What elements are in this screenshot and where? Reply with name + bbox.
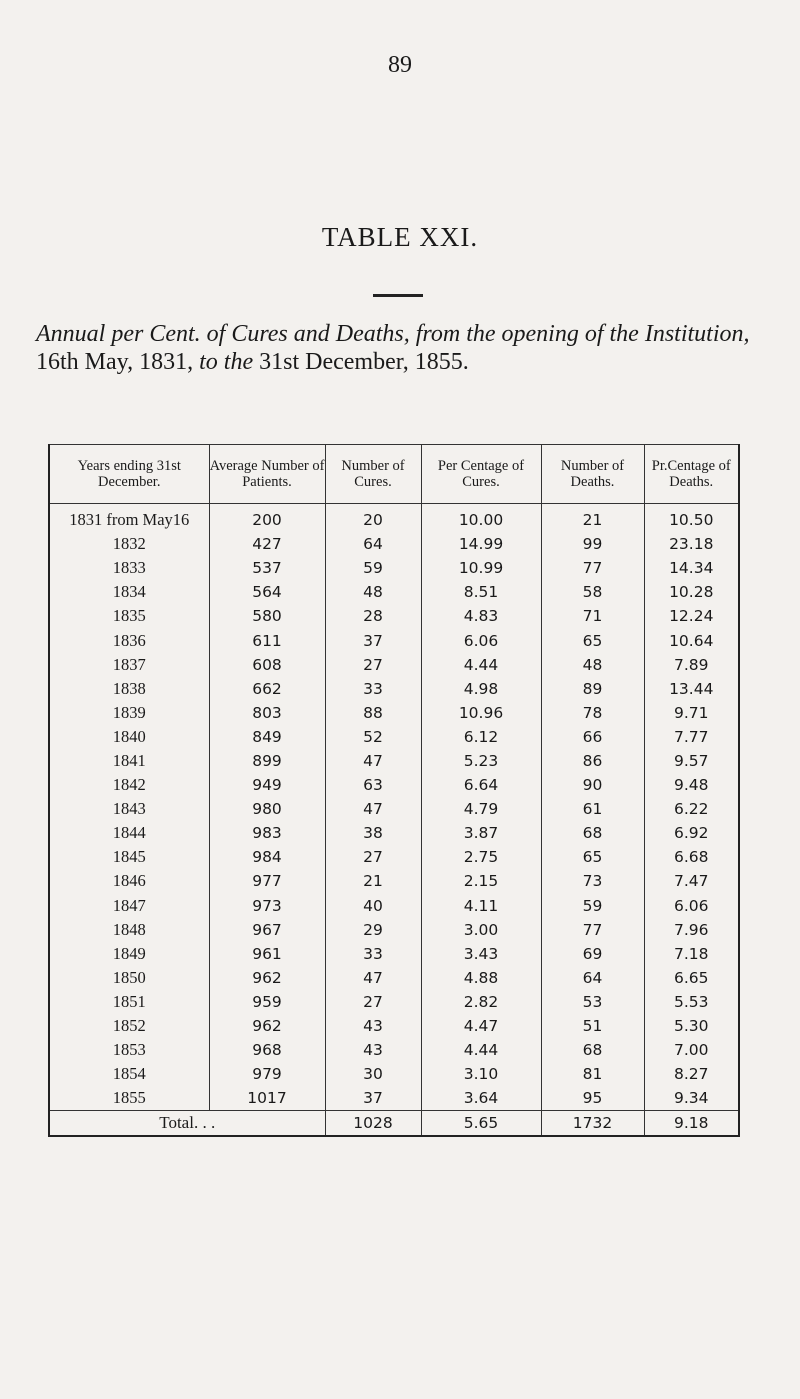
cures-cell: 30 <box>325 1062 421 1086</box>
deaths-cell: 53 <box>541 990 644 1014</box>
deaths-cell: 81 <box>541 1062 644 1086</box>
cures-percent-cell: 3.43 <box>421 942 541 966</box>
table-row <box>49 580 739 604</box>
year-cell: 1845 <box>49 845 209 869</box>
deaths-percent-cell: 5.30 <box>644 1014 739 1038</box>
year-cell: 1836 <box>49 628 209 652</box>
deaths-cell: 71 <box>541 604 644 628</box>
patients-cell: 580 <box>209 604 325 628</box>
deaths-percent-cell: 7.18 <box>644 942 739 966</box>
deaths-percent-cell: 6.68 <box>644 845 739 869</box>
patients-cell: 967 <box>209 918 325 942</box>
cures-percent-cell: 3.00 <box>421 918 541 942</box>
deaths-cell: 58 <box>541 580 644 604</box>
header-average-patients: Average Number of Patients. <box>209 445 325 504</box>
deaths-cell: 21 <box>541 504 644 533</box>
year-cell: 1837 <box>49 653 209 677</box>
cures-cell: 59 <box>325 556 421 580</box>
cures-percent-cell: 4.98 <box>421 677 541 701</box>
table-row <box>49 556 739 580</box>
table-row <box>49 532 739 556</box>
cures-cell: 29 <box>325 918 421 942</box>
cures-cell: 28 <box>325 604 421 628</box>
deaths-percent-cell: 9.71 <box>644 701 739 725</box>
patients-cell: 1017 <box>209 1086 325 1111</box>
caption-part2: to the <box>193 349 260 375</box>
deaths-cell: 73 <box>541 869 644 893</box>
cures-cell: 37 <box>325 1086 421 1111</box>
year-cell: 1833 <box>49 556 209 580</box>
cures-cell: 20 <box>325 504 421 533</box>
deaths-cell: 95 <box>541 1086 644 1111</box>
deaths-cell: 77 <box>541 918 644 942</box>
total-cures-percent: 5.65 <box>421 1111 541 1137</box>
table-row <box>49 677 739 701</box>
patients-cell: 962 <box>209 966 325 990</box>
cures-cell: 33 <box>325 677 421 701</box>
cures-percent-cell: 6.06 <box>421 628 541 652</box>
deaths-cell: 78 <box>541 701 644 725</box>
cures-cell: 27 <box>325 845 421 869</box>
table-row <box>49 821 739 845</box>
deaths-percent-cell: 9.34 <box>644 1086 739 1111</box>
cures-percent-cell: 4.44 <box>421 653 541 677</box>
header-number-deaths: Number of Deaths. <box>541 445 644 504</box>
cures-cell: 21 <box>325 869 421 893</box>
year-cell: 1844 <box>49 821 209 845</box>
cures-percent-cell: 2.82 <box>421 990 541 1014</box>
patients-cell: 200 <box>209 504 325 533</box>
total-label: Total. . . <box>49 1111 325 1137</box>
table-row <box>49 604 739 628</box>
year-cell: 1842 <box>49 773 209 797</box>
patients-cell: 662 <box>209 677 325 701</box>
patients-cell: 849 <box>209 725 325 749</box>
year-cell: 1831 from May16 <box>49 504 209 533</box>
header-percent-deaths: Pr.Centage of Deaths. <box>644 445 739 504</box>
caption-part1: Annual per Cent. of Cures and Deaths, from the opening of the Institution, <box>36 321 750 347</box>
patients-cell: 427 <box>209 532 325 556</box>
deaths-percent-cell: 10.64 <box>644 628 739 652</box>
patients-cell: 961 <box>209 942 325 966</box>
deaths-percent-cell: 12.24 <box>644 604 739 628</box>
deaths-percent-cell: 7.00 <box>644 1038 739 1062</box>
cures-cell: 47 <box>325 749 421 773</box>
table-caption <box>36 320 766 376</box>
patients-cell: 959 <box>209 990 325 1014</box>
patients-cell: 564 <box>209 580 325 604</box>
patients-cell: 949 <box>209 773 325 797</box>
year-cell: 1851 <box>49 990 209 1014</box>
table-row <box>49 990 739 1014</box>
patients-cell: 537 <box>209 556 325 580</box>
deaths-percent-cell: 5.53 <box>644 990 739 1014</box>
year-cell: 1838 <box>49 677 209 701</box>
year-cell: 1850 <box>49 966 209 990</box>
patients-cell: 962 <box>209 1014 325 1038</box>
year-cell: 1852 <box>49 1014 209 1038</box>
deaths-cell: 90 <box>541 773 644 797</box>
year-cell: 1835 <box>49 604 209 628</box>
header-number-cures: Number of Cures. <box>325 445 421 504</box>
deaths-percent-cell: 6.65 <box>644 966 739 990</box>
patients-cell: 608 <box>209 653 325 677</box>
table-row <box>49 1038 739 1062</box>
deaths-cell: 66 <box>541 725 644 749</box>
cures-percent-cell: 4.83 <box>421 604 541 628</box>
cures-percent-cell: 4.79 <box>421 797 541 821</box>
total-cures: 1028 <box>325 1111 421 1137</box>
patients-cell: 611 <box>209 628 325 652</box>
deaths-cell: 77 <box>541 556 644 580</box>
deaths-cell: 59 <box>541 894 644 918</box>
cures-cell: 40 <box>325 894 421 918</box>
caption-date1: 16th May, 1831, <box>36 349 194 375</box>
deaths-percent-cell: 13.44 <box>644 677 739 701</box>
year-cell: 1849 <box>49 942 209 966</box>
table-row <box>49 845 739 869</box>
year-cell: 1840 <box>49 725 209 749</box>
cures-percent-cell: 10.99 <box>421 556 541 580</box>
deaths-percent-cell: 10.50 <box>644 504 739 533</box>
deaths-percent-cell: 6.06 <box>644 894 739 918</box>
header-row <box>49 445 739 504</box>
deaths-percent-cell: 10.28 <box>644 580 739 604</box>
patients-cell: 980 <box>209 797 325 821</box>
deaths-cell: 48 <box>541 653 644 677</box>
year-cell: 1855 <box>49 1086 209 1111</box>
cures-cell: 38 <box>325 821 421 845</box>
deaths-percent-cell: 6.92 <box>644 821 739 845</box>
cures-percent-cell: 5.23 <box>421 749 541 773</box>
cures-percent-cell: 4.44 <box>421 1038 541 1062</box>
cures-percent-cell: 6.12 <box>421 725 541 749</box>
page-number: 89 <box>388 52 412 78</box>
year-cell: 1854 <box>49 1062 209 1086</box>
year-cell: 1848 <box>49 918 209 942</box>
cures-cell: 43 <box>325 1014 421 1038</box>
caption-date2: 31st December, 1855. <box>259 349 469 375</box>
table-row <box>49 894 739 918</box>
table-row <box>49 1086 739 1111</box>
patients-cell: 899 <box>209 749 325 773</box>
year-cell: 1832 <box>49 532 209 556</box>
patients-cell: 973 <box>209 894 325 918</box>
patients-cell: 803 <box>209 701 325 725</box>
cures-cell: 47 <box>325 966 421 990</box>
deaths-percent-cell: 9.48 <box>644 773 739 797</box>
patients-cell: 983 <box>209 821 325 845</box>
cures-percent-cell: 10.00 <box>421 504 541 533</box>
cures-percent-cell: 2.15 <box>421 869 541 893</box>
cures-percent-cell: 8.51 <box>421 580 541 604</box>
cures-cell: 37 <box>325 628 421 652</box>
deaths-cell: 69 <box>541 942 644 966</box>
table-row <box>49 942 739 966</box>
cures-cell: 27 <box>325 990 421 1014</box>
cures-percent-cell: 4.88 <box>421 966 541 990</box>
deaths-cell: 64 <box>541 966 644 990</box>
cures-percent-cell: 2.75 <box>421 845 541 869</box>
deaths-percent-cell: 23.18 <box>644 532 739 556</box>
table-row <box>49 966 739 990</box>
deaths-percent-cell: 8.27 <box>644 1062 739 1086</box>
deaths-percent-cell: 7.96 <box>644 918 739 942</box>
table-row <box>49 918 739 942</box>
year-cell: 1834 <box>49 580 209 604</box>
table-row <box>49 1062 739 1086</box>
deaths-cell: 99 <box>541 532 644 556</box>
year-cell: 1841 <box>49 749 209 773</box>
table-row <box>49 653 739 677</box>
cures-cell: 48 <box>325 580 421 604</box>
deaths-percent-cell: 7.77 <box>644 725 739 749</box>
deaths-percent-cell: 7.47 <box>644 869 739 893</box>
cures-percent-cell: 10.96 <box>421 701 541 725</box>
total-deaths: 1732 <box>541 1111 644 1137</box>
cures-cell: 64 <box>325 532 421 556</box>
cures-cell: 27 <box>325 653 421 677</box>
cures-percent-cell: 6.64 <box>421 773 541 797</box>
patients-cell: 984 <box>209 845 325 869</box>
deaths-cell: 65 <box>541 628 644 652</box>
year-cell: 1843 <box>49 797 209 821</box>
patients-cell: 979 <box>209 1062 325 1086</box>
cures-cell: 43 <box>325 1038 421 1062</box>
cures-percent-cell: 4.47 <box>421 1014 541 1038</box>
year-cell: 1847 <box>49 894 209 918</box>
patients-cell: 977 <box>209 869 325 893</box>
deaths-cell: 86 <box>541 749 644 773</box>
deaths-cell: 68 <box>541 821 644 845</box>
header-percent-cures: Per Centage of Cures. <box>421 445 541 504</box>
total-row <box>49 1111 739 1137</box>
table-row <box>49 701 739 725</box>
patients-cell: 968 <box>209 1038 325 1062</box>
table-row <box>49 869 739 893</box>
cures-cell: 63 <box>325 773 421 797</box>
cures-percent-cell: 3.87 <box>421 821 541 845</box>
table-row <box>49 1014 739 1038</box>
year-cell: 1853 <box>49 1038 209 1062</box>
table-title: TABLE XXI. <box>321 222 479 252</box>
deaths-percent-cell: 6.22 <box>644 797 739 821</box>
cures-percent-cell: 3.10 <box>421 1062 541 1086</box>
title-rule <box>373 294 423 297</box>
table-row <box>49 725 739 749</box>
cures-cell: 47 <box>325 797 421 821</box>
cures-percent-cell: 4.11 <box>421 894 541 918</box>
deaths-percent-cell: 7.89 <box>644 653 739 677</box>
cures-cell: 52 <box>325 725 421 749</box>
table-row <box>49 628 739 652</box>
deaths-cell: 65 <box>541 845 644 869</box>
year-cell: 1839 <box>49 701 209 725</box>
deaths-percent-cell: 9.57 <box>644 749 739 773</box>
deaths-cell: 68 <box>541 1038 644 1062</box>
deaths-percent-cell: 14.34 <box>644 556 739 580</box>
cures-percent-cell: 14.99 <box>421 532 541 556</box>
deaths-cell: 61 <box>541 797 644 821</box>
deaths-cell: 51 <box>541 1014 644 1038</box>
cures-cell: 33 <box>325 942 421 966</box>
cures-cell: 88 <box>325 701 421 725</box>
cures-deaths-table <box>48 444 740 1137</box>
cures-percent-cell: 3.64 <box>421 1086 541 1111</box>
table-row <box>49 773 739 797</box>
deaths-cell: 89 <box>541 677 644 701</box>
table-row <box>49 504 739 533</box>
table-row <box>49 797 739 821</box>
year-cell: 1846 <box>49 869 209 893</box>
header-years: Years ending 31st December. <box>49 445 209 504</box>
table-row <box>49 749 739 773</box>
total-deaths-percent: 9.18 <box>644 1111 739 1137</box>
